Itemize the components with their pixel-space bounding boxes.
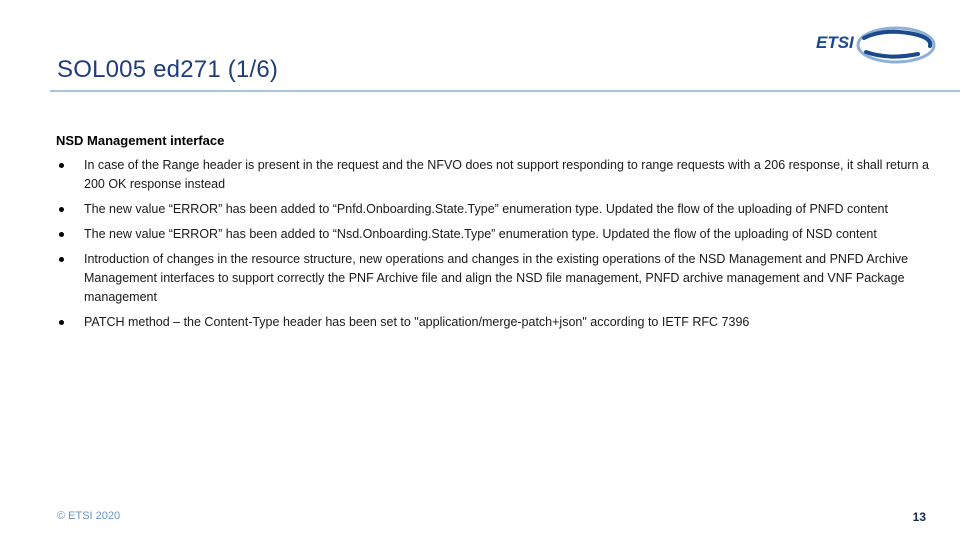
page-number: 13 <box>912 510 926 524</box>
bullet-icon <box>59 207 64 212</box>
bullet-icon <box>59 232 64 237</box>
title-divider <box>50 90 960 92</box>
bullet-text: PATCH method – the Content-Type header has been set to "application/merge-patch+json" according to IETF RFC 7396 <box>84 315 750 329</box>
bullet-text: In case of the Range header is present in the request and the NFVO does not support responding to range requests with a 206 response, it shall return a 200 OK response instead <box>84 158 929 191</box>
slide-title: SOL005 ed271 (1/6) <box>57 56 279 83</box>
list-item <box>56 250 936 307</box>
bullet-icon <box>59 320 64 325</box>
bullet-text: The new value “ERROR” has been added to “Pnfd.Onboarding.State.Type” enumeration type. Updated the flow of the uploading of PNFD content <box>84 202 888 216</box>
bullet-text: The new value “ERROR” has been added to “Nsd.Onboarding.State.Type” enumeration type. Updated the flow of the uploading of NSD content <box>84 227 877 241</box>
bullet-text: Introduction of changes in the resource structure, new operations and changes in the existing operations of the NSD Management and PNFD Archive Management interfaces to support correctly the PNF Archive file and align the NSD file management, PNFD archive management and VNF Package management <box>84 252 909 304</box>
footer-copyright: © ETSI 2020 <box>57 510 121 522</box>
list-item <box>56 313 936 332</box>
list-item <box>56 200 936 219</box>
list-item <box>56 225 936 244</box>
bullet-icon <box>59 257 64 262</box>
bullet-icon <box>59 163 64 168</box>
etsi-logo <box>814 24 936 66</box>
logo-text: ETSI <box>816 33 854 52</box>
list-item <box>56 156 936 194</box>
bullet-list <box>56 156 936 338</box>
section-heading: NSD Management interface <box>56 133 225 148</box>
